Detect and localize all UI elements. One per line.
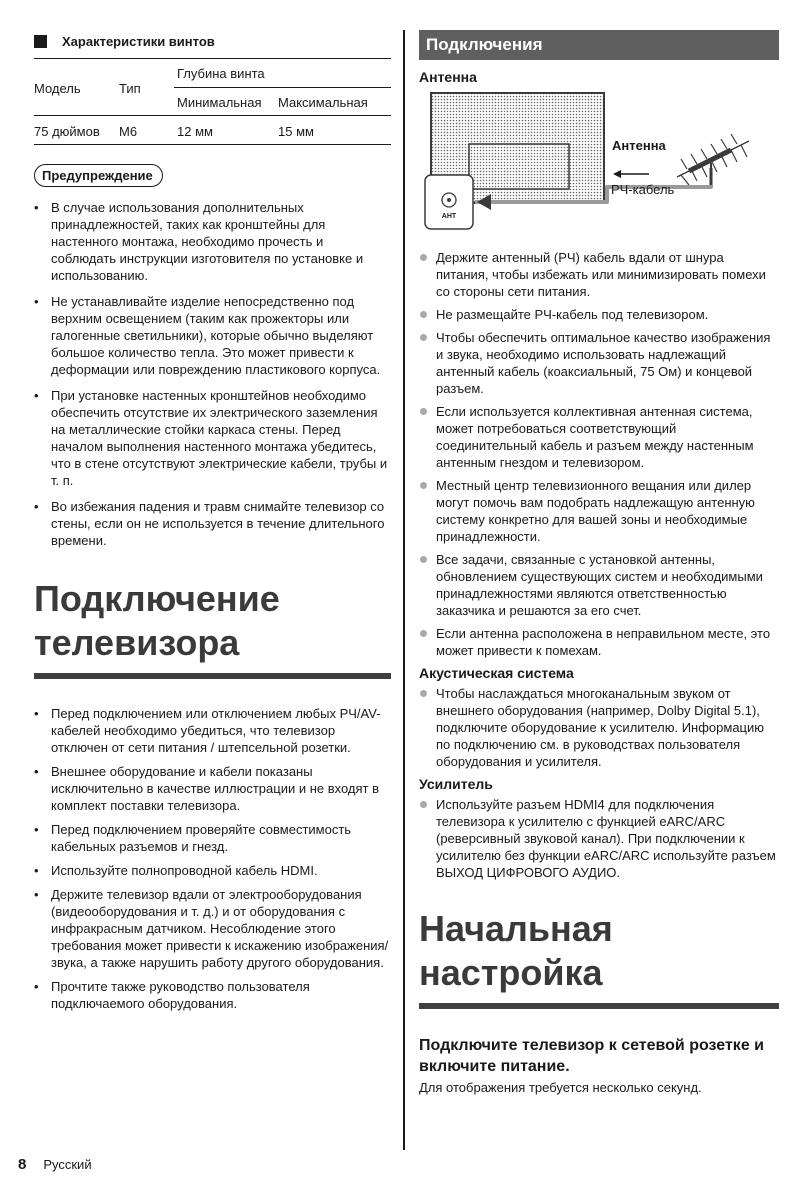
list-item: • Во избежания падения и травм снимайте телевизор со стены, если он не используется в течение длительного времени. <box>34 498 391 549</box>
list-item: Используйте разъем HDMI4 для подключения телевизора к усилителю с функцией eARC/ARC (реверсивный звуковой канал). При подключении к усилителю без функции eARC/ARC используйте разъем ВЫХОД ЦИФРОВОГО АУДИО. <box>419 796 779 881</box>
diagram-port-label: АНТ <box>441 213 457 220</box>
header-subdivider <box>174 87 391 88</box>
antenna-list <box>419 249 779 659</box>
title-line: Начальная <box>419 908 613 949</box>
list-item: Если антенна расположена в неправильном месте, это может привести к помехам. <box>419 625 779 659</box>
list-item: Не размещайте РЧ-кабель под телевизором. <box>419 306 779 323</box>
list-item: Все задачи, связанные с установкой антенны, обновлением существующих систем и необходимыми принадлежностями являются ответственностью заказчика и решаются за его счет. <box>419 551 779 619</box>
page-footer <box>18 1156 92 1173</box>
warning-label: Предупреждение <box>34 164 163 187</box>
antenna-diagram-svg <box>419 89 779 247</box>
col-model: Модель <box>34 81 81 96</box>
screw-specs-table <box>34 58 391 145</box>
screw-specs-title: Характеристики винтов <box>62 33 215 49</box>
list-item: • Перед подключением проверяйте совместимость кабельных разъемов и гнезд. <box>34 821 391 855</box>
list-item: • Держите телевизор вдали от электрооборудования (видеооборудования и т. д.) и от оборудования с инфракрасным датчиком. Несоблюдение этого требования может привести к искажению изображения/звука, а также нарушить работу другого оборудования. <box>34 886 391 971</box>
list-item: Местный центр телевизионного вещания или дилер могут помочь вам подобрать надлежащую антенную систему конкретно для вашей зоны и необходимые принадлежности. <box>419 477 779 545</box>
cell-model: 75 дюймов <box>34 124 100 139</box>
list-item: • В случае использования дополнительных принадлежностей, таких как кронштейны для настенного монтажа, необходимо прочесть и соблюдать инструкции изготовителя по установке и использованию. <box>34 199 391 284</box>
column-divider <box>403 30 405 1150</box>
connections-header: Подключения <box>419 30 779 60</box>
list-item: Если используется коллективная антенная система, может потребоваться соответствующий соединительный кабель и разъем между настенным антенным гнездом и телевизором. <box>419 403 779 471</box>
antenna-heading: Антенна <box>419 69 477 85</box>
cell-min: 12 мм <box>177 124 213 139</box>
list-item: • При установке настенных кронштейнов необходимо обеспечить отсутствие их электрического заземления на металлические стойки каркаса стены. Перед началом выполнения настенного монтажа убедитесь, что в стене отсутствуют электрические кабели, трубы и т. п. <box>34 387 391 489</box>
title-line: настройка <box>419 952 603 993</box>
antenna-port-box <box>425 175 473 229</box>
diagram-label-cable: РЧ-кабель <box>611 182 675 197</box>
title-line: Подключение <box>34 578 280 619</box>
setup-step-desc: Для отображения требуется несколько секунд. <box>419 1080 702 1095</box>
list-item: • Не устанавливайте изделие непосредственно под верхним освещением (таким как прожекторы или галогенные светильники), которые обычно выделяют большое количество тепла. Это может привести к деформации или повреждению пластикового корпуса. <box>34 293 391 378</box>
amplifier-list <box>419 796 779 881</box>
col-min: Минимальная <box>177 95 262 110</box>
col-max: Максимальная <box>278 95 368 110</box>
acoustic-list <box>419 685 779 770</box>
col-type: Тип <box>119 81 141 96</box>
list-item: Держите антенный (РЧ) кабель вдали от шнура питания, чтобы избежать или минимизировать помехи со стороны сети питания. <box>419 249 779 300</box>
list-item: Чтобы обеспечить оптимальное качество изображения и звука, необходимо использовать надлежащий антенный кабель (коаксиальный, 75 Ом) и концевой разъем. <box>419 329 779 397</box>
cell-max: 15 мм <box>278 124 314 139</box>
antenna-diagram <box>419 89 779 247</box>
initial-setup-title <box>419 907 779 1009</box>
setup-step-title: Подключите телевизор к сетевой розетке и включите питание. <box>419 1037 764 1075</box>
left-column <box>34 30 391 1019</box>
col-depth: Глубина винта <box>177 66 265 81</box>
acoustic-heading: Акустическая система <box>419 665 574 681</box>
cell-type: M6 <box>119 124 138 139</box>
amplifier-heading: Усилитель <box>419 776 493 792</box>
title-line: телевизора <box>34 622 240 663</box>
diagram-label-antenna: Антенна <box>612 138 666 153</box>
table-header-row <box>34 59 391 116</box>
list-item: Чтобы наслаждаться многоканальным звуком от внешнего оборудования (например, Dolby Digital 5.1), подключите оборудование к усилителю. Информацию по подключению см. в руководствах пользователя оборудования и усилителя. <box>419 685 779 770</box>
tv-connection-list <box>34 705 391 1012</box>
list-item: • Используйте полнопроводной кабель HDMI. <box>34 862 391 879</box>
page-language: Русский <box>43 1157 92 1172</box>
warning-list <box>34 199 391 549</box>
arrow-left-icon <box>613 170 649 178</box>
right-column <box>419 30 779 1095</box>
list-item: • Прочтите также руководство пользователя подключаемого оборудования. <box>34 978 391 1012</box>
screw-specs-heading <box>34 30 391 52</box>
list-item: • Перед подключением или отключением любых РЧ/AV-кабелей необходимо убедиться, что телевизор отключен от сети питания / штепсельной розетки. <box>34 705 391 756</box>
list-item: • Внешнее оборудование и кабели показаны исключительно в качестве иллюстрации и не входят в комплект поставки телевизора. <box>34 763 391 814</box>
page-number: 8 <box>18 1156 27 1173</box>
section-square-icon <box>34 35 47 48</box>
table-row <box>34 116 391 145</box>
tv-connection-title <box>34 577 391 679</box>
